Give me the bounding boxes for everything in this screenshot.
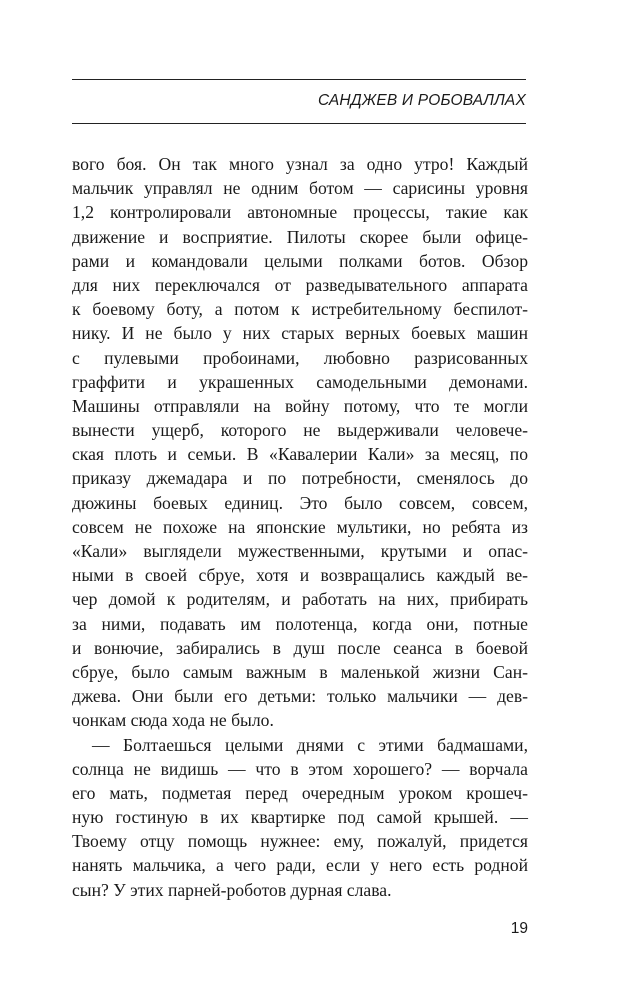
text-line: дюжины боевых единиц. Это было совсем, совсем, [72, 492, 528, 513]
text-line: нику. И не было у них старых верных боевых машин [72, 323, 528, 344]
text-line: «Кали» выглядели мужественными, крутыми и опас- [72, 541, 528, 561]
header-rule-bottom [72, 123, 526, 124]
text-line: ская плоть и семьи. В «Кавалерии Кали» за месяц, по [72, 444, 528, 465]
text-line: за ними, подавать им полотенца, когда они, потные [72, 613, 528, 634]
text-line: Твоему отцу помощь нужнее: ему, пожалуй, придется [72, 831, 528, 852]
text-line: 1,2 контролировали автономные процессы, такие как [72, 202, 528, 223]
text-line: для них переключался от разведывательного аппарата [72, 274, 528, 295]
body-text [72, 152, 528, 902]
text-line: к боевому боту, а потом к истребительному беспилот- [72, 299, 528, 320]
text-line: ными в своей сбруе, хотя и возвращались каждый ве- [72, 565, 528, 586]
text-line: вого боя. Он так много узнал за одно утро! Каждый [72, 154, 528, 174]
text-line: рами и командовали целыми полками ботов. Обзор [72, 250, 528, 271]
paragraph-end-line: чонкам сюда хода не было. [72, 710, 274, 731]
running-head: САНДЖЕВ И РОБОВАЛЛАХ [317, 92, 526, 109]
text-line: приказу джемадара и по потребности, сменялось до [72, 468, 528, 489]
text-line: совсем не похоже на японские мультики, но ребята из [72, 516, 528, 537]
dialogue-start-line: — Болтаешься целыми днями с этими бадмашами, [92, 734, 528, 755]
text-line: мальчик управлял не одним ботом — сарисины уровня [72, 178, 528, 199]
text-line: движение и восприятие. Пилоты скорее были офице- [72, 226, 528, 247]
paragraph-end-line: сын? У этих парней-роботов дурная слава. [72, 879, 392, 900]
text-line: ную гостиную в их квартирке под самой крышей. — [72, 807, 528, 828]
text-line: с пулевыми пробоинами, любовно разрисованных [72, 347, 528, 368]
text-line: его мать, подметая перед очередным уроком крошеч- [72, 782, 528, 803]
text-line: нанять мальчика, а чего ради, если у него есть родной [72, 855, 528, 876]
text-line: джева. Они были его детьми: только мальчики — дев- [72, 686, 528, 707]
text-line: граффити и украшенных самодельными демонами. [72, 371, 528, 392]
page-number: 19 [510, 920, 528, 937]
text-line: вынести ущерб, которого не выдерживали человече- [72, 420, 528, 441]
text-line: и вонючие, забирались в душ после сеанса в боевой [72, 637, 528, 658]
header-rule-top [72, 79, 526, 80]
text-line: чер домой к родителям, и работать на них, прибирать [72, 589, 528, 610]
text-line: Машины отправляли на войну потому, что те могли [72, 395, 528, 416]
text-line: сбруе, было самым важным в маленькой жизни Сан- [72, 661, 528, 682]
text-line: солнца не видишь — что в этом хорошего? — ворчала [72, 758, 528, 779]
